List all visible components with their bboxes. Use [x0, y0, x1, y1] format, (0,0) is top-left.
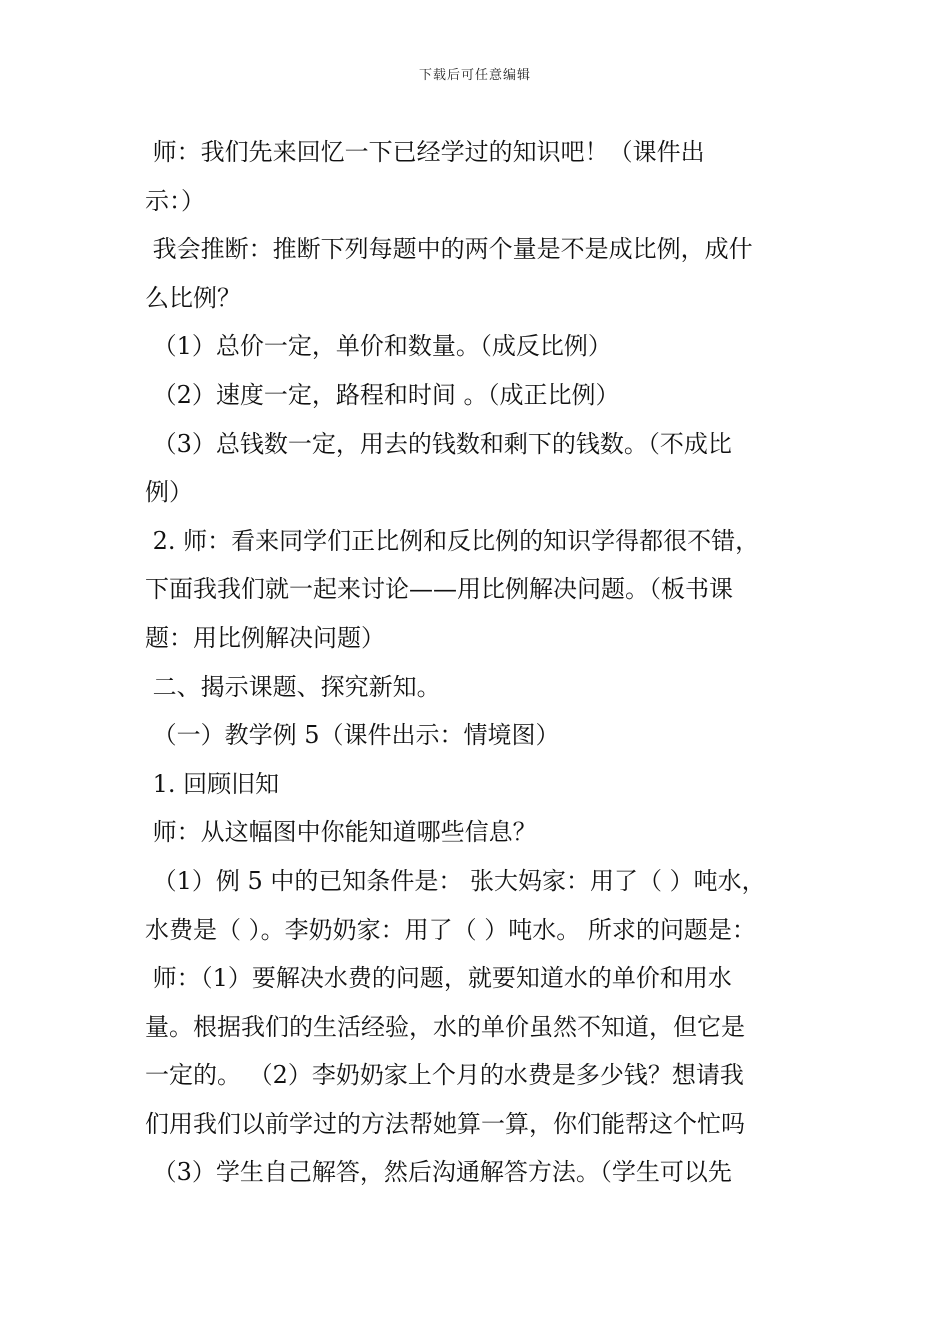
text-line: 二、揭示课题、探究新知。 — [145, 672, 441, 701]
text-line: 们用我们以前学过的方法帮她算一算，你们能帮这个忙吗 — [145, 1109, 745, 1138]
text-line: （1）总价一定，单价和数量。（成反比例） — [145, 332, 612, 361]
text-line: 我会推断：推断下列每题中的两个量是不是成比例，成什 — [145, 235, 753, 264]
text-line: 量。根据我们的生活经验，水的单价虽然不知道，但它是 — [145, 1012, 745, 1041]
text-line: 示：） — [145, 186, 205, 215]
text-line: 师：我们先来回忆一下已经学过的知识吧！（课件出 — [145, 138, 705, 166]
text-line: 1. 回顾旧知 — [145, 769, 280, 798]
text-line: 例） — [145, 478, 193, 507]
page-header: 下载后可任意编辑 — [418, 68, 531, 83]
text-line: 一定的。 （2）李奶奶家上个月的水费是多少钱？想请我 — [145, 1061, 744, 1090]
text-line: 2. 师：看来同学们正比例和反比例的知识学得都很不错， — [145, 526, 760, 555]
text-line: 师：从这幅图中你能知道哪些信息？ — [145, 818, 537, 847]
text-line: （2）速度一定，路程和时间 。（成正比例） — [145, 380, 620, 409]
text-line: （3）学生自己解答，然后沟通解答方法。（学生可以先 — [145, 1158, 732, 1187]
text-line: 下面我我们就一起来讨论——用比例解决问题。（板书课 — [145, 575, 733, 604]
text-line: 么比例？ — [145, 283, 241, 312]
text-line: 水费是（ ）。李奶奶家：用了（ ）吨水。 所求的问题是： — [145, 915, 756, 944]
text-line: 题：用比例解决问题） — [145, 623, 385, 652]
document-body — [145, 128, 815, 1197]
text-line: （3）总钱数一定，用去的钱数和剩下的钱数。（不成比 — [145, 429, 732, 458]
text-line: 师：（1）要解决水费的问题，就要知道水的单价和用水 — [145, 964, 732, 993]
text-line: （一）教学例 5（课件出示：情境图） — [145, 721, 560, 750]
text-line: （1）例 5 中的已知条件是： 张大妈家：用了（ ）吨水， — [145, 866, 766, 895]
